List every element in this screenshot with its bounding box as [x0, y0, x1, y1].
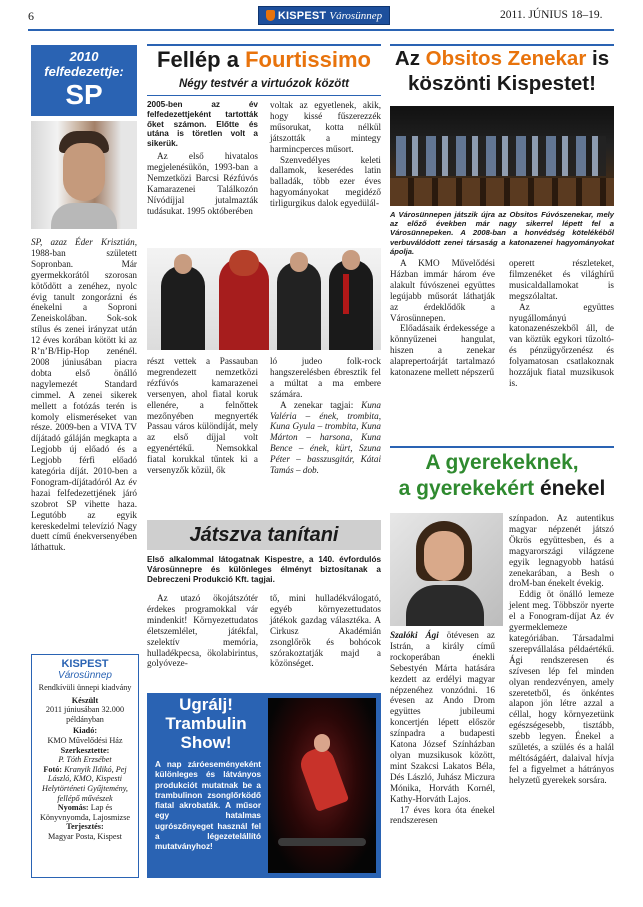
jatszva-title: Játszva tanítani: [189, 524, 339, 546]
fourtissimo-members: Kuna Valéria – ének, trombita, Kuna Gyula – trombita, Kuna Márton – harsona, Kuna Bence – ének, kürt, Szuna Péter – basszusgitár, Kátai Tamás – dob.: [270, 399, 381, 476]
sp-title-line1: 2010: [69, 49, 99, 64]
jatszva-col1: [147, 593, 258, 669]
fourtissimo-lead: 2005-ben az év felfedezettjeként tartották őket számon. Előtte és utána is töretlen volt a sikerük.: [147, 100, 258, 149]
fourtissimo-sub-rule: [147, 95, 381, 96]
logo-sub: Városünnep: [329, 9, 383, 22]
obsitos-p3: operett részleteket, filmzenéket és világhírű musicaldallamokat is megszólaltat.: [509, 258, 614, 301]
fourtissimo-col3: [147, 356, 258, 476]
logo-main: KISPEST: [277, 9, 327, 22]
sp-title-box: [31, 45, 137, 116]
fourtissimo-col4: [270, 356, 381, 476]
issue-date: 2011. JÚNIUS 18–19.: [500, 9, 603, 21]
fourtissimo-col1: [147, 100, 258, 216]
sp-title-line2: felfedezettje:: [44, 64, 124, 79]
sp-portrait-photo: [31, 121, 137, 229]
kiadvany-foto-label: Fotó:: [43, 764, 63, 774]
logo-icon: [266, 10, 275, 21]
kiadvany-sub: Rendkívüli ünnepi kiadvány: [38, 683, 132, 692]
obsitos-title: [390, 46, 614, 96]
obsitos-title-b: Obsitos Zenekar: [425, 47, 587, 70]
sp-body: [31, 237, 137, 553]
gyerekek-p-right: színpadon. Az autentikus magyar népzenét játszó Ökrös együttesben, és a magyarországi világzene egyik legnagyobb hatású zenekarában, a Besh o droM-ban énekelt évekig.: [509, 513, 614, 589]
gyerekek-left-col: [390, 630, 495, 826]
kiadvany-nyomas-label: Nyomás:: [57, 803, 89, 813]
gyerekek-title: [390, 450, 614, 502]
fourtissimo-p4: részt vettek a Passauban megrendezett nemzetközi rézfúvós kamarazenei versenyen, ahol fiatal koruk ellenére, a felnőttek mezőnyében megnyerték Passau város különdíját, mely az első díjjal volt egyenértékű. Nemsokkal fiatal korukkal tűntek ki a versenyzők közül, ők: [147, 356, 258, 476]
kiadvany-title1: KISPEST: [61, 658, 109, 670]
kiadvany-title2: Városünnep: [58, 670, 112, 681]
kiadvany-szerk: P. Tóth Erzsébet: [58, 755, 112, 765]
fourtissimo-col2: [270, 100, 381, 209]
jatszva-col2: [270, 593, 381, 669]
jatszva-lead: Első alkalommal látogatnak Kispestre, a 140. évfordulós Városünnepre és különleges élményt biztosítanak a Debreczeni Produkció Kft. tagjai.: [147, 555, 381, 584]
sp-title-big: SP: [65, 79, 103, 110]
header-rule: [28, 29, 614, 31]
gyerekek-title2a: a gyerekekért: [398, 477, 535, 500]
fourtissimo-p1: Az első hivatalos megjelenésükön, 1993-ban a Nemzetközi Barcsi Rézfúvós Kamarazenei Találkozón Nívódíjjal jutalmazták tudásukat. 1995 októberében: [147, 150, 258, 216]
obsitos-col2: [509, 258, 614, 389]
masthead-logo: [258, 6, 390, 25]
gyerekek-singer-photo: [390, 513, 503, 626]
fourtissimo-p3: Szenvedélyes keleti dallamok, keserédes latin balladák, több ezer éves hagyományokat megidéző tirligurgikus dalok egyedülál-: [270, 154, 381, 209]
gyerekek-title2b: énekel: [534, 477, 606, 500]
trambulin-title3: Show!: [180, 733, 232, 752]
fourtissimo-band-photo: [147, 248, 381, 350]
obsitos-title-a: Az: [394, 47, 426, 70]
kiadvany-kiado-label: Kiadó:: [72, 726, 98, 736]
jatszva-p2: tő, mini hulladékválogató, egyéb környezettudatos játékok gazdag választéka. A Cirkusz Akadémián zsonglőrök és bohócok szórakoztatják majd a közönséget.: [270, 593, 381, 669]
kiadvany-szerk-label: Szerkesztette:: [60, 745, 110, 755]
gyerekek-right-col: [509, 513, 614, 786]
fourtissimo-subtitle: Négy testvér a virtuózok között: [179, 78, 349, 90]
trambulin-title2: Trambulin: [165, 714, 247, 733]
obsitos-title-line2: köszönti Kispestet!: [408, 72, 596, 95]
page-number: 6: [28, 9, 34, 23]
jatszva-p1: Az utazó ökojátszótér érdekes programokkal vár mindenkit! Környezettudatos életszemlélet, játékfal, szelektív memória, hulladékpecsa, ökolabirintus, golyóveze-: [147, 593, 258, 669]
fourtissimo-title-b: Fourtissimo: [245, 47, 371, 72]
fourtissimo-title: [147, 46, 381, 73]
gyerekek-p-left: ötévesen az Istrán, a király című rockoperában énekli Sebestyén Márta hatására kezdett az erdélyi magyar népzenéhez vonzódni. 16 évesen az Ando Drom együttes jubileumi koncertjén lépett először színpadra a budapesti Katona József Színházban olyan muzsikusok között, mint Szakcsi Lakatos Béla, Dés László, Juhász Miczura Mónika, Horváth Kornél, Kathy-Horváth Lajos.: [390, 630, 495, 804]
kiadvany-keszult-label: Készült: [71, 695, 99, 705]
fourtissimo-p5: ló judeo folk-rock hangszerelésben ébresztik fel a múltat a ma embere számára.: [270, 356, 381, 399]
kiadvany-foto: Kranyik Ildikó, Pej László, KMO, Kispesti Helytörténeti Gyűjtemény, fellépő művészek: [42, 764, 128, 803]
fourtissimo-p2: voltak az egyetlenek, akik, hogy kissé fűszerezzék műsorukat, kotta nélkül játszották a mintegy harmincperces műsort.: [270, 100, 381, 154]
gyerekek-top-rule: [390, 446, 614, 448]
trambulin-title1: Ugrálj!: [179, 695, 233, 714]
fourtissimo-title-a: Fellép a: [157, 47, 246, 72]
trambulin-body: A nap záróeseményeként különleges és látványos produkciót mutatnak be a trambulinon zsonglőrködő fiatal akrobaták. A műsor egy hatalmas ugrószőnyeget használ fel a légezetelállító mutatványhoz!: [155, 760, 261, 852]
sp-name: SP, azaz Éder Krisztián,: [31, 237, 137, 247]
obsitos-caption: A Városünnepen játszik újra az Obsitos Fúvószenekar, mely az előző években már nagy sikerrel lépett fel a Városünnepeken. A 2008-ban a honvédség kötelékéből verbuválódott zenei társaság a katonazenei hagyományokat ápolja.: [390, 210, 614, 256]
kiadvany-nyomas: Lap és Könyvnyomda, Lajosmizse: [39, 803, 131, 822]
gyerekek-p-right2: Eddig öt önálló lemeze jelent meg. Többször nyerte el a Fonogram-díjat Az év gyermeklemeze kategóriában. Társadalmi szerepvállalása példaértékű. Ági rendszeresen és szívesen lép fel minden olyan rendezvényen, amely szeretetből, és önkéntes alapon jön létre azzal a céllal, hogy környezetünk egészségesebb, tisztább, szebb legyen. Énekel a születés, a szülés és a halál méltóságáért, dalaival hívja fel a figyelmet a hátrányos helyzetű gyerekek sorsára.: [509, 589, 614, 785]
obsitos-orchestra-photo: [390, 106, 614, 206]
gyerekek-title1: A gyerekeknek,: [425, 451, 579, 474]
trambulin-acrobat-photo: [268, 698, 376, 873]
obsitos-p1: A KMO Művelődési Házban immár három éve alakult fúvószenei együttes legújabb műsorát láthatják az érdeklődők a Városünnepen.: [390, 258, 495, 323]
obsitos-p2: Előadásaik érdekessége a könnyűzenei hangulat, hiszen a zenekar alaprepertoárját tartalmazó katonazene mellett népszerű: [390, 323, 495, 378]
fourtissimo-members-intro: A zenekar tagjai:: [280, 399, 354, 410]
kiadvany-box: [31, 654, 139, 878]
kiadvany-terjesztes-label: Terjesztés:: [66, 822, 104, 832]
gyerekek-name: Szalóki Ági: [390, 630, 439, 640]
kiadvany-keszult: 2011 júniusában 32.000 példányban: [45, 705, 125, 724]
obsitos-p4: Az együttes nyugállományú katonazenészekből áll, de van köztük egykori tűzoltó- és pénzügyőrzenész és folyamatosan csatlakoznak hozzájuk fiatal muzsikusok is.: [509, 301, 614, 388]
trambulin-title: [152, 695, 260, 752]
obsitos-col1: [390, 258, 495, 378]
gyerekek-p-left2: 17 éves kora óta énekel rendszeresen: [390, 804, 495, 826]
obsitos-title-c: is: [586, 47, 610, 70]
kiadvany-terjesztes: Magyar Posta, Kispest: [48, 831, 122, 841]
kiadvany-kiado: KMO Művelődési Ház: [47, 735, 123, 745]
jatszva-title-box: [147, 520, 381, 550]
sp-body-text: 1988-ban született Sopronban. Már gyermekkorától szorosan kötődött a zenéhez, nyolc évig tanult zongorázni és énekelni a Soproni Zeneiskolában. Sok-sok stílus és zenei irányzat után 12 éves korában kötött ki az R’n’B/Hip-Hop zenénél. 2008 júniusában piacra dobta első önálló nagylemezét Standard cimmel. A zenei sikerek mellett a fotózás terén is komoly elismeréseket van része. 2009-ben a VIVA TV díjátadó gáláján megkapta a Legjobb új előadó és a Legjobb férfi előadó kategória díját. 2010-ben a Fonogram-díjátadóról Az év hazai felfedezettjének járó szobrot SP vihette haza. Legutóbb az egyik kereskedelmi televízió Nagy duett című énekversenyében láthattuk.: [31, 247, 137, 553]
